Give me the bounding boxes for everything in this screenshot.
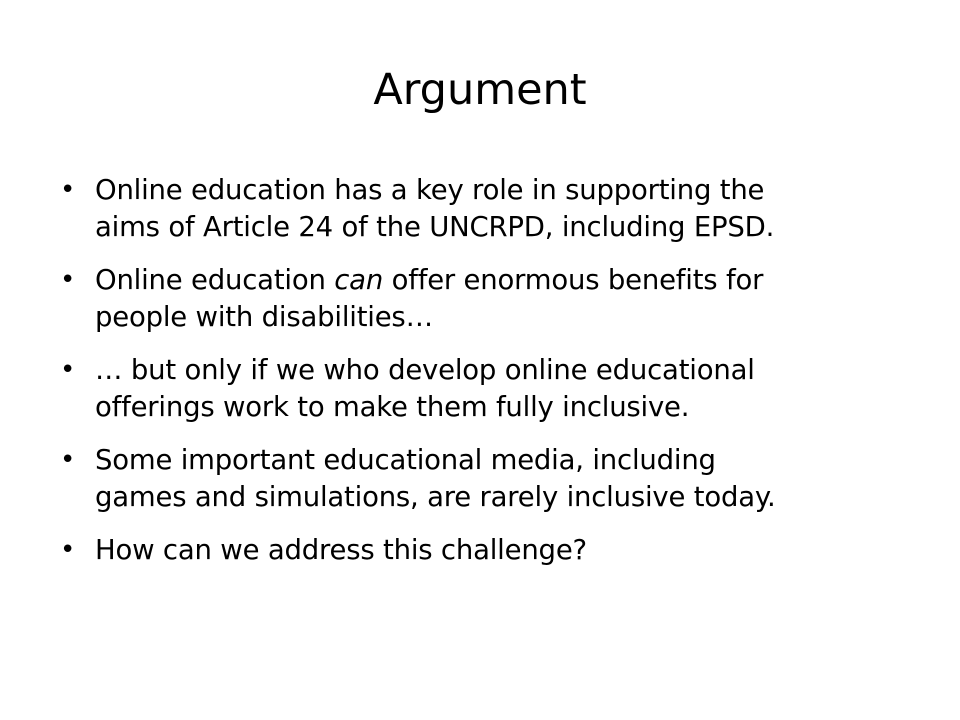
- bullet-text-line: Some important educational media, including: [95, 444, 716, 476]
- bullet-text-line: How can we address this challenge?: [95, 534, 587, 566]
- bullet-text-line: people with disabilities…: [95, 301, 433, 333]
- bullet-item: [60, 442, 920, 516]
- bullet-item: [60, 352, 920, 426]
- bullet-text-segment: Online education: [95, 264, 335, 296]
- bullet-dot-icon: •: [60, 175, 76, 205]
- bullet-text-line: games and simulations, are rarely inclusive today.: [95, 481, 776, 513]
- bullet-text-line: … but only if we who develop online educational: [95, 354, 755, 386]
- bullet-emphasis-text: can: [334, 264, 384, 296]
- bullet-dot-icon: •: [60, 535, 76, 565]
- bullet-item: [60, 262, 920, 336]
- bullet-item: [60, 532, 920, 569]
- bullet-list: [60, 172, 920, 585]
- bullet-dot-icon: •: [60, 355, 76, 385]
- bullet-text-line: offerings work to make them fully inclusive.: [95, 391, 690, 423]
- bullet-dot-icon: •: [60, 265, 76, 295]
- bullet-text-line: Online education has a key role in supporting the: [95, 174, 765, 206]
- bullet-text-segment: offer enormous benefits for: [383, 264, 764, 296]
- bullet-text-line: [95, 262, 920, 299]
- bullet-dot-icon: •: [60, 445, 76, 475]
- slide-title: Argument: [373, 65, 587, 115]
- bullet-text-line: aims of Article 24 of the UNCRPD, including EPSD.: [95, 211, 775, 243]
- bullet-item: [60, 172, 920, 246]
